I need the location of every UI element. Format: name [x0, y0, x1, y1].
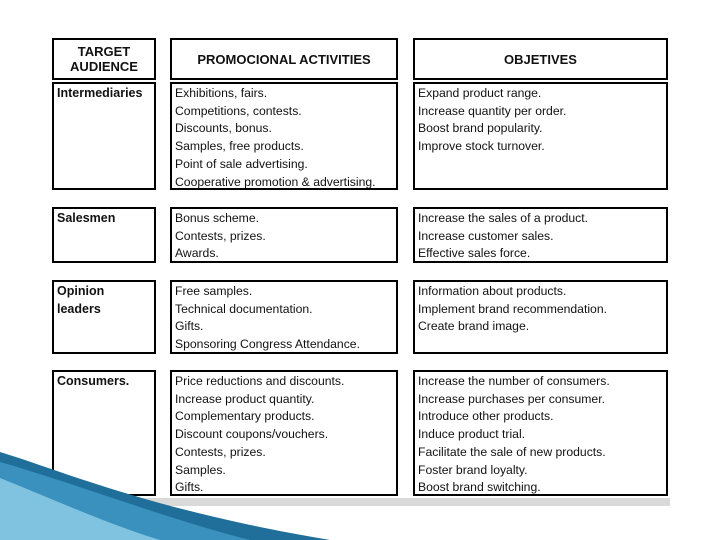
activity-item: Complementary products.: [175, 409, 315, 424]
objective-item: Boost brand popularity.: [418, 121, 543, 136]
audience-label: Consumers.: [57, 374, 130, 388]
activity-item: Exhibitions, fairs.: [175, 86, 268, 100]
activity-item: Gifts.: [175, 480, 204, 495]
objective-item: Effective sales force.: [418, 246, 531, 261]
activity-item: Increase product quantity.: [175, 391, 315, 406]
objective-item: Implement brand recommendation.: [418, 301, 608, 316]
objective-item: Facilitate the sale of new products.: [418, 444, 606, 459]
objective-item: Introduce other products.: [418, 409, 554, 424]
activity-item: Price reductions and discounts.: [175, 374, 345, 388]
header-promotional-activities-label: PROMOCIONAL ACTIVITIES: [197, 51, 371, 67]
activity-item: Point of sale advertising.: [175, 156, 308, 171]
objectives-cell-opinion-leaders: [413, 280, 668, 354]
audience-cell-intermediaries: [52, 82, 156, 190]
objective-item: Expand product range.: [418, 86, 542, 100]
activity-item: Cooperative promotion & advertising.: [175, 174, 376, 189]
activity-item: Free samples.: [175, 284, 253, 298]
activity-item: Samples.: [175, 462, 226, 477]
objective-item: Increase purchases per consumer.: [418, 391, 605, 406]
header-target-audience: [52, 38, 156, 80]
activity-item: Contests, prizes.: [175, 444, 266, 459]
activity-item: Contests, prizes.: [175, 228, 266, 243]
objectives-cell-salesmen: [413, 207, 668, 263]
objective-item: Foster brand loyalty.: [418, 462, 528, 477]
activity-item: Competitions, contests.: [175, 103, 302, 118]
activity-item: Bonus scheme.: [175, 211, 260, 225]
decorative-swoosh: [0, 440, 720, 540]
activity-item: Technical documentation.: [175, 301, 313, 316]
activity-item: Sponsoring Congress Attendance.: [175, 337, 360, 352]
activity-item: Samples, free products.: [175, 139, 304, 154]
objective-item: Increase the sales of a product.: [418, 211, 589, 225]
activities-cell-intermediaries: [170, 82, 398, 190]
audience-cell-salesmen: [52, 207, 156, 263]
objective-item: Boost brand switching.: [418, 480, 541, 495]
objectives-cell-intermediaries: [413, 82, 668, 190]
objective-item: Increase quantity per order.: [418, 103, 567, 118]
audience-label: Intermediaries: [57, 86, 143, 100]
header-promotional-activities: [170, 38, 398, 80]
header-objectives: [413, 38, 668, 80]
audience-label: Opinion leaders: [57, 284, 105, 316]
objective-item: Information about products.: [418, 284, 567, 298]
objective-item: Induce product trial.: [418, 427, 526, 442]
audience-cell-opinion-leaders: [52, 280, 156, 354]
objective-item: Increase customer sales.: [418, 228, 554, 243]
objective-item: Increase the number of consumers.: [418, 374, 610, 388]
header-target-audience-label: TARGET AUDIENCE: [70, 44, 138, 74]
activities-cell-salesmen: [170, 207, 398, 263]
objective-item: Create brand image.: [418, 319, 530, 334]
activities-cell-opinion-leaders: [170, 280, 398, 354]
activity-item: Gifts.: [175, 319, 204, 334]
activity-item: Discounts, bonus.: [175, 121, 272, 136]
objective-item: Improve stock turnover.: [418, 139, 545, 154]
header-objectives-label: OBJETIVES: [504, 51, 577, 67]
activity-item: Discount coupons/vouchers.: [175, 427, 329, 442]
audience-label: Salesmen: [57, 211, 116, 225]
activity-item: Awards.: [175, 246, 219, 261]
